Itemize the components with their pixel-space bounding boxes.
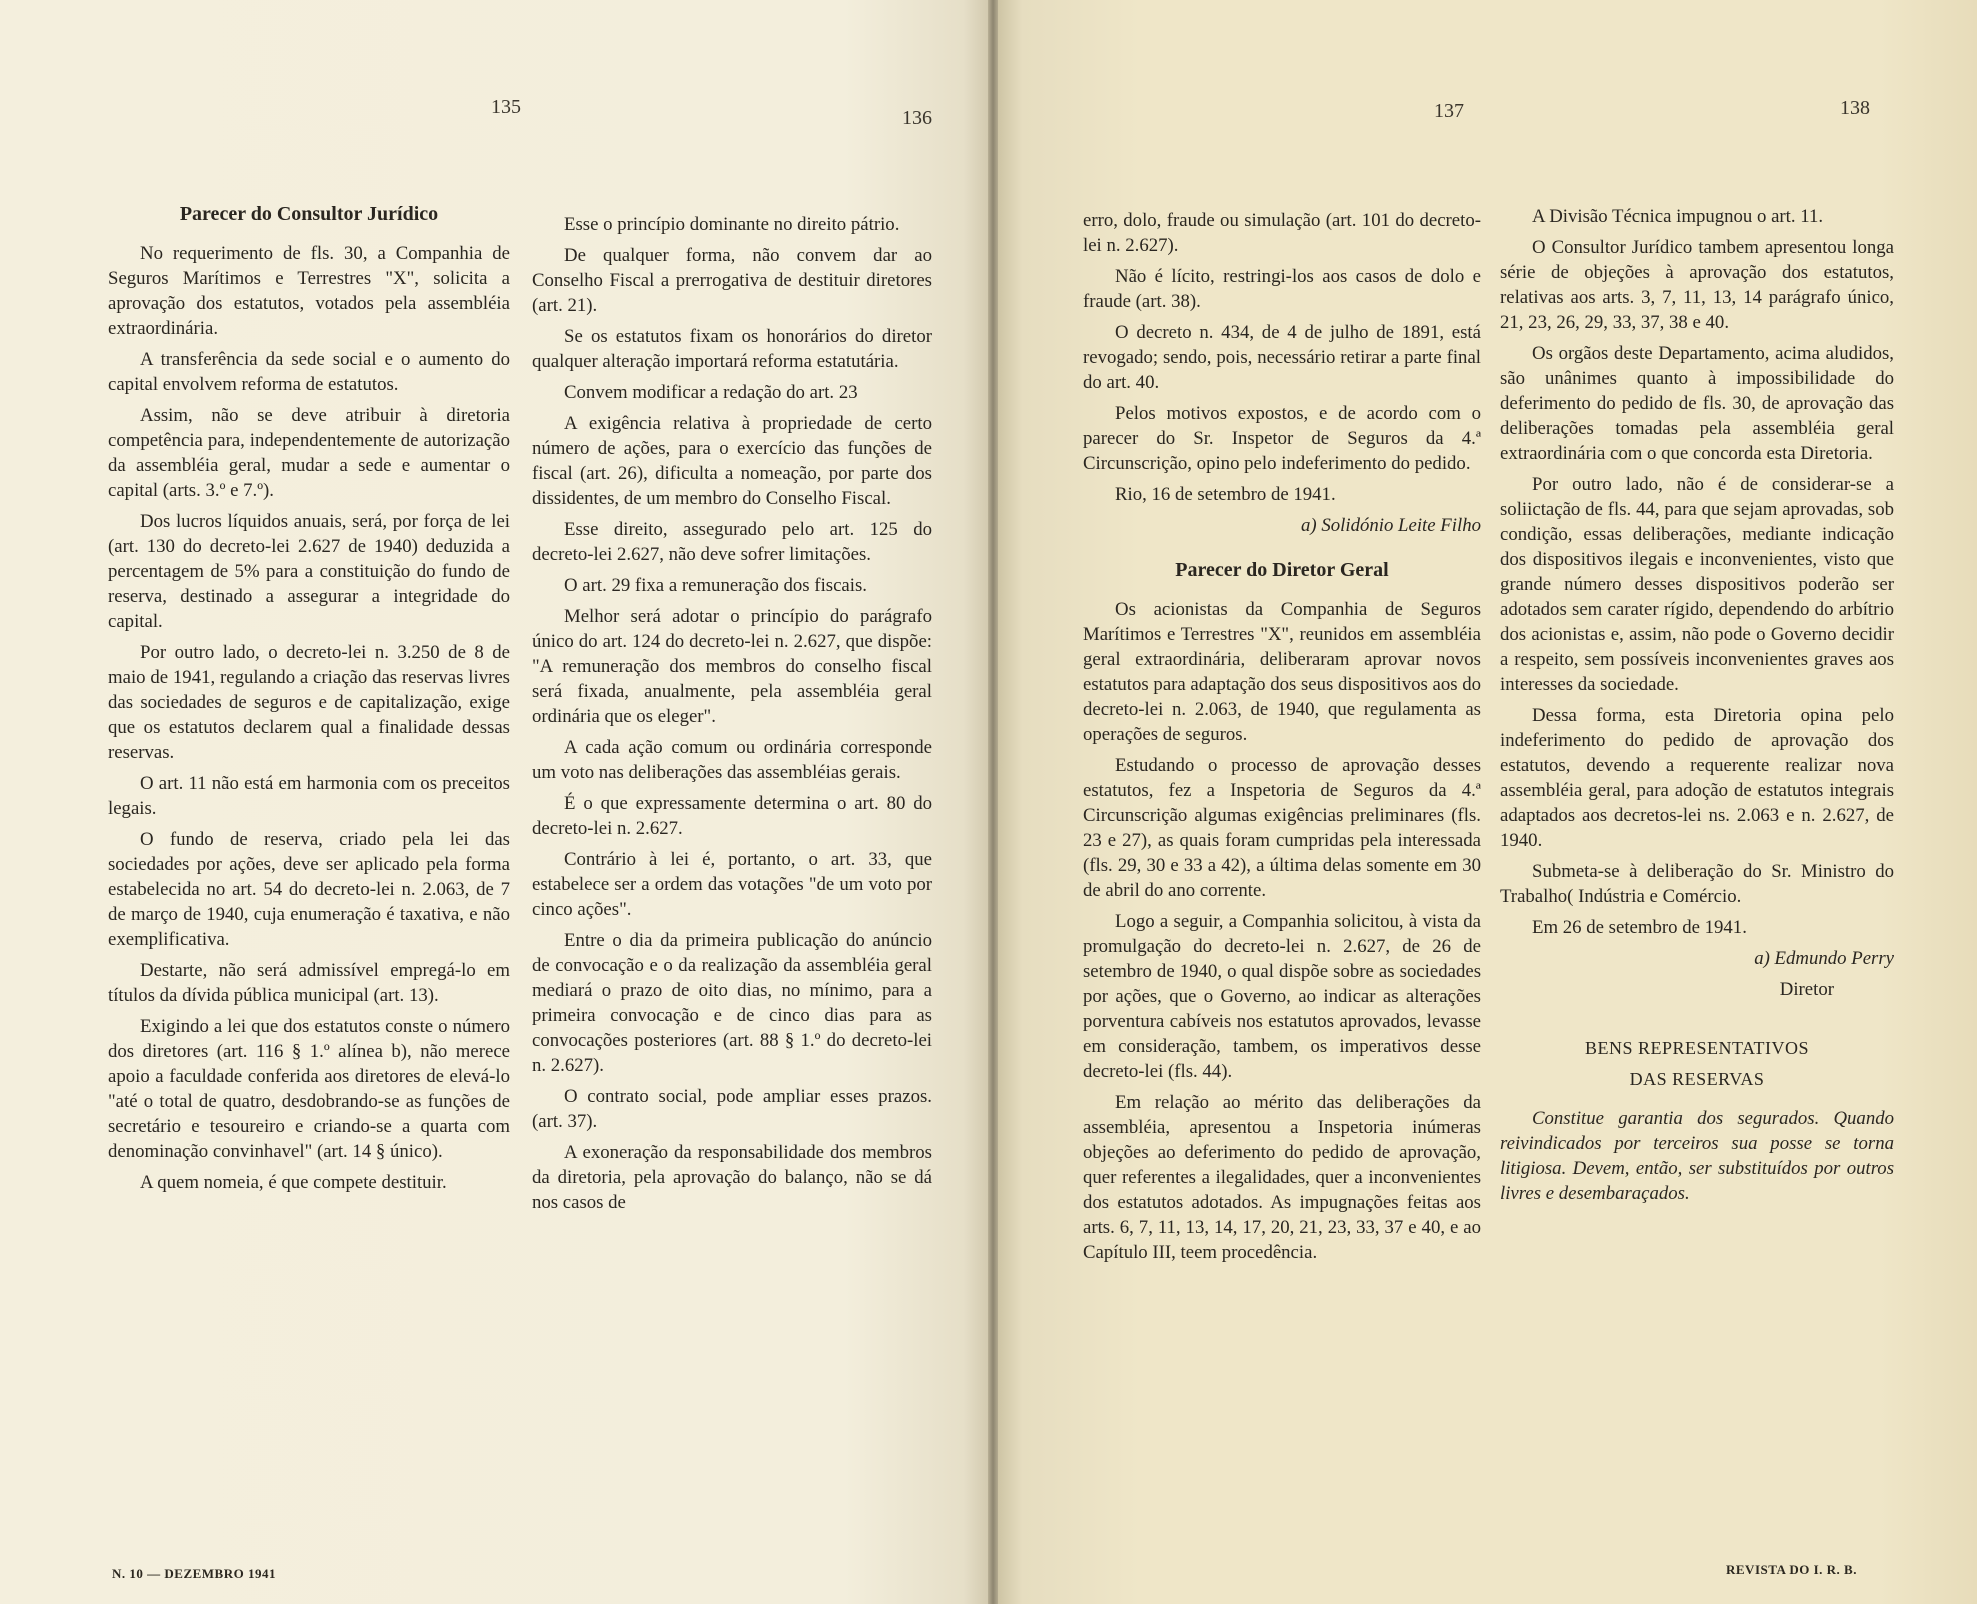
paragraph: Convem modificar a redação do art. 23 (564, 382, 858, 403)
paragraph: No requerimento de fls. 30, a Companhia de Seguros Marítimos e Terrestres "X", solicita a aprovação dos estatutos, votados pela assembléia extraordinária. (108, 243, 510, 339)
paragraph: Os acionistas da Companhia de Seguros Marítimos e Terrestres "X", reunidos em assembléia geral extraordinária, deliberaram aprovar novos estatutos para adaptação dos seus dispositivos aos do decreto-lei n. 2.063, de 1940, que regulamenta as operações de seguros. (1083, 599, 1481, 745)
signature: a) Solidónio Leite Filho (1301, 515, 1481, 536)
paragraph: Por outro lado, não é de considerar-se a soliictação de fls. 44, para que sejam aprovadas, sob condição, essas deliberações, mediante indicação dos dispositivos ilegais e inconvenientes, visto que grande número desses dispositivos poderão ser adotados sem carater rígido, dependendo do arbítrio dos acionistas e, assim, não pode o Governo decidir a respeito, sem possíveis inconvenientes graves aos interesses da sociedade. (1500, 474, 1894, 695)
date-line: Em 26 de setembro de 1941. (1532, 917, 1747, 938)
column-4 (1500, 204, 1894, 1212)
paragraph: O fundo de reserva, criado pela lei das sociedades por ações, deve ser aplicado pela forma estabelecida no art. 54 do decreto-lei n. 2.063, de 7 de março de 1940, cuja enumeração é taxativa, e não exemplificativa. (108, 829, 510, 950)
paragraph: Pelos motivos expostos, e de acordo com o parecer do Sr. Inspetor de Seguros da 4.ª Circunscrição, opino pelo indeferimento do pedido. (1083, 403, 1481, 474)
paragraph: De qualquer forma, não convem dar ao Conselho Fiscal a prerrogativa de destituir diretores (art. 21). (532, 245, 932, 316)
page-number-136: 136 (902, 107, 932, 129)
section-heading: DAS RESERVAS (1629, 1069, 1765, 1089)
page-number-135: 135 (491, 96, 521, 118)
date-line: Rio, 16 de setembro de 1941. (1115, 484, 1336, 505)
footer-issue: N. 10 — DEZEMBRO 1941 (112, 1566, 276, 1581)
paragraph: O art. 29 fixa a remuneração dos fiscais. (564, 575, 867, 596)
paragraph: Entre o dia da primeira publicação do anúncio de convocação e o da realização da assembléia geral mediará o prazo de oito dias, no mínimo, para a primeira convocação e de cinco dias para as convocações posteriores (art. 88 § 1.º do decreto-lei n. 2.627). (532, 930, 932, 1076)
paragraph: Logo a seguir, a Companhia solicitou, à vista da promulgação do decreto-lei n. 2.627, de 26 de setembro de 1940, o qual dispõe sobre as sociedades por ações, que o Governo, ao indicar as alterações porventura cabíveis nos estatutos aprovados, levasse em consideração, tambem, os imperativos desse decreto-lei (fls. 44). (1083, 911, 1481, 1082)
paragraph: Melhor será adotar o princípio do parágrafo único do art. 124 do decreto-lei n. 2.627, que dispõe: "A remuneração dos membros do conselho fiscal será fixada, anualmente, pela assembléia geral ordinária que os eleger". (532, 606, 932, 727)
paragraph: A transferência da sede social e o aumento do capital envolvem reforma de estatutos. (108, 349, 510, 395)
signature-role: Diretor (1779, 979, 1834, 1000)
paragraph: O decreto n. 434, de 4 de julho de 1891, está revogado; sendo, pois, necessário retirar a parte final do art. 40. (1083, 322, 1481, 393)
page-number-137: 137 (1434, 100, 1464, 122)
section-heading: BENS REPRESENTATIVOS (1584, 1038, 1810, 1058)
paragraph: O art. 11 não está em harmonia com os preceitos legais. (108, 773, 510, 819)
book-gutter (988, 0, 998, 1604)
paragraph: É o que expressamente determina o art. 80 do decreto-lei n. 2.627. (532, 793, 932, 839)
paragraph: A quem nomeia, é que compete destituir. (140, 1172, 447, 1193)
paragraph: Submeta-se à deliberação do Sr. Ministro do Trabalho( Indústria e Comércio. (1500, 861, 1894, 907)
paragraph: A cada ação comum ou ordinária corresponde um voto nas deliberações das assembléias gerais. (532, 737, 932, 783)
section-title: Parecer do Diretor Geral (1175, 559, 1389, 581)
paragraph: Dessa forma, esta Diretoria opina pelo indeferimento do pedido de aprovação dos estatutos, devendo a requerente realizar nova assembléia geral, para adoção de estatutos integrais adaptados aos decretos-lei ns. 2.063 e n. 2.627, de 1940. (1500, 705, 1894, 851)
paragraph: A exoneração da responsabilidade dos membros da diretoria, pela aprovação do balanço, não se dá nos casos de (532, 1142, 932, 1213)
paragraph: Os orgãos deste Departamento, acima aludidos, são unânimes quanto à impossibilidade do deferimento do pedido de fls. 30, de aprovação das deliberações tomadas pela assembléia geral extraordinária com o que concorda esta Diretoria. (1500, 343, 1894, 464)
paragraph: A Divisão Técnica impugnou o art. 11. (1532, 206, 1824, 227)
paragraph: Exigindo a lei que dos estatutos conste o número dos diretores (art. 116 § 1.º alínea b), não merece apoio a faculdade conferida aos diretores de elevá-lo "até o total de quatro, desdobrando-se as funções de secretário e tesoureiro e criando-se a quarta com denominação convinhavel" (art. 14 § único). (108, 1016, 510, 1162)
paragraph: Se os estatutos fixam os honorários do diretor qualquer alteração importará reforma estatutária. (532, 326, 932, 372)
paragraph: A exigência relativa à propriedade de certo número de ações, para o exercício das funções de fiscal (art. 26), dificulta a nomeação, por parte dos dissidentes, de um membro do Conselho Fiscal. (532, 413, 932, 509)
column-2 (532, 212, 932, 1221)
paragraph: erro, dolo, fraude ou simulação (art. 101 do decreto-lei n. 2.627). (1083, 210, 1481, 256)
paragraph: Por outro lado, o decreto-lei n. 3.250 de 8 de maio de 1941, regulando a criação das reservas livres das sociedades de seguros e de capitalização, exige que os estatutos declarem qual a finalidade dessas reservas. (108, 642, 510, 763)
paragraph: Não é lícito, restringi-los aos casos de dolo e fraude (art. 38). (1083, 266, 1481, 312)
page-number-138: 138 (1840, 97, 1870, 119)
signature: a) Edmundo Perry (1754, 948, 1894, 969)
paragraph: Assim, não se deve atribuir à diretoria competência para, independentemente de autorização da assembléia geral, mudar a sede e aumentar o capital (arts. 3.º e 7.º). (108, 405, 510, 501)
paragraph: Estudando o processo de aprovação desses estatutos, fez a Inspetoria de Seguros da 4.ª Circunscrição algumas exigências preliminares (fls. 23 e 27), as quais foram cumpridas pela interessada (fls. 29, 30 e 33 a 42), a última delas somente em 30 de abril do ano corrente. (1083, 755, 1481, 901)
closing-paragraph: Constitue garantia dos segurados. Quando reivindicados por terceiros sua posse se torna litigiosa. Devem, então, ser substituídos por outros livres e desembaraçados. (1500, 1108, 1894, 1204)
paragraph: Destarte, não será admissível empregá-lo em títulos da dívida pública municipal (art. 13). (108, 960, 510, 1006)
paragraph: Esse o princípio dominante no direito pátrio. (564, 214, 900, 235)
paragraph: Em relação ao mérito das deliberações da assembléia, apresentou a Inspetoria inúmeras objeções ao deferimento do pedido de aprovação, quer referentes a ilegalidades, quer a inconvenientes dos estatutos adotados. As impugnações feitas aos arts. 6, 7, 11, 13, 14, 17, 20, 21, 23, 33, 37 e 40, e ao Capítulo III, teem procedência. (1083, 1092, 1481, 1263)
footer-journal: REVISTA DO I. R. B. (1726, 1562, 1857, 1577)
paragraph: O contrato social, pode ampliar esses prazos. (art. 37). (532, 1086, 932, 1132)
section-title: Parecer do Consultor Jurídico (179, 203, 439, 225)
column-3 (1083, 208, 1481, 1271)
paragraph: Dos lucros líquidos anuais, será, por força de lei (art. 130 do decreto-lei 2.627 de 1940) deduzida a percentagem de 5% para a constituição do fundo de reserva, destinado a assegurar a integridade do capital. (108, 511, 510, 632)
paragraph: O Consultor Jurídico tambem apresentou longa série de objeções à aprovação dos estatutos, relativas aos arts. 3, 7, 11, 13, 14 parágrafo único, 21, 23, 26, 29, 33, 37, 38 e 40. (1500, 237, 1894, 333)
column-1 (108, 202, 510, 1201)
paragraph: Contrário à lei é, portanto, o art. 33, que estabelece ser a ordem das votações "de um voto por cinco ações". (532, 849, 932, 920)
paragraph: Esse direito, assegurado pelo art. 125 do decreto-lei 2.627, não deve sofrer limitações. (532, 519, 932, 565)
